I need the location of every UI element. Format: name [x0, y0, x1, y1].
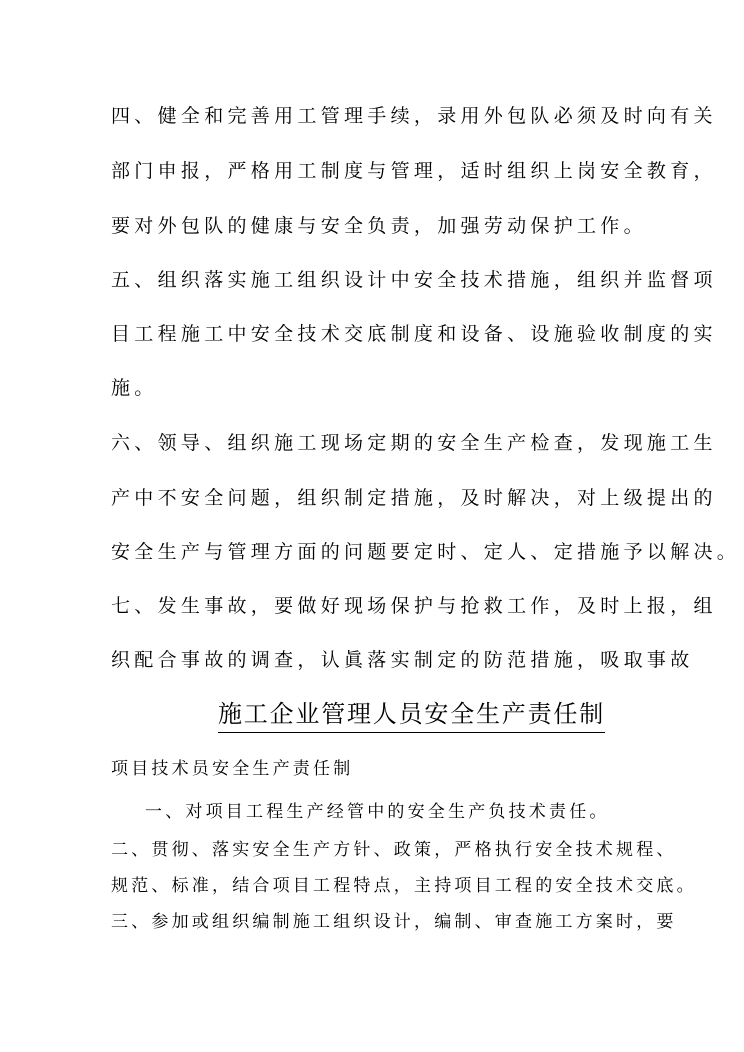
text-line: 规范、标准，结合项目工程特点，主持项目工程的安全技术交底。	[111, 876, 697, 896]
text-line: 要对外包队的健康与安全负责，加强劳动保护工作。	[111, 215, 647, 237]
subheading: 项目技术员安全生产责任制	[111, 759, 354, 779]
text-line: 部门申报，严格用工制度与管理，适时组织上岗安全教育，	[111, 160, 717, 182]
text-line: 五、组织落实施工组织设计中安全技术措施，组织并监督项	[111, 269, 717, 291]
section-heading: 施工企业管理人员安全生产责任制	[218, 698, 605, 733]
text-line: 六、领导、组织施工现场定期的安全生产检查，发现施工生	[111, 432, 717, 454]
text-line: 织配合事故的调查，认眞落实制定的防范措施，吸取事故	[111, 649, 694, 671]
text-line: 四、健全和完善用工管理手续，录用外包队必须及时向有关	[111, 105, 717, 127]
text-line: 施。	[111, 377, 158, 399]
text-line: 产中不安全问题，组织制定措施，及时解决，对上级提出的	[111, 487, 717, 509]
text-line: 三、参加或组织编制施工组织设计，编制、审查施工方案时，要	[111, 912, 677, 932]
text-line: 目工程施工中安全技术交底制度和设备、设施验收制度的实	[111, 323, 717, 345]
text-line: 安全生产与管理方面的问题要定时、定人、定措施予以解决。	[111, 541, 741, 563]
text-line: 一、对项目工程生产经管中的安全生产负技术责任。	[145, 802, 610, 822]
text-line: 二、贯彻、落实安全生产方针、政策，严格执行安全技术规程、	[111, 840, 677, 860]
text-line: 七、发生事故，要做好现场保护与抢救工作，及时上报，组	[111, 595, 717, 617]
